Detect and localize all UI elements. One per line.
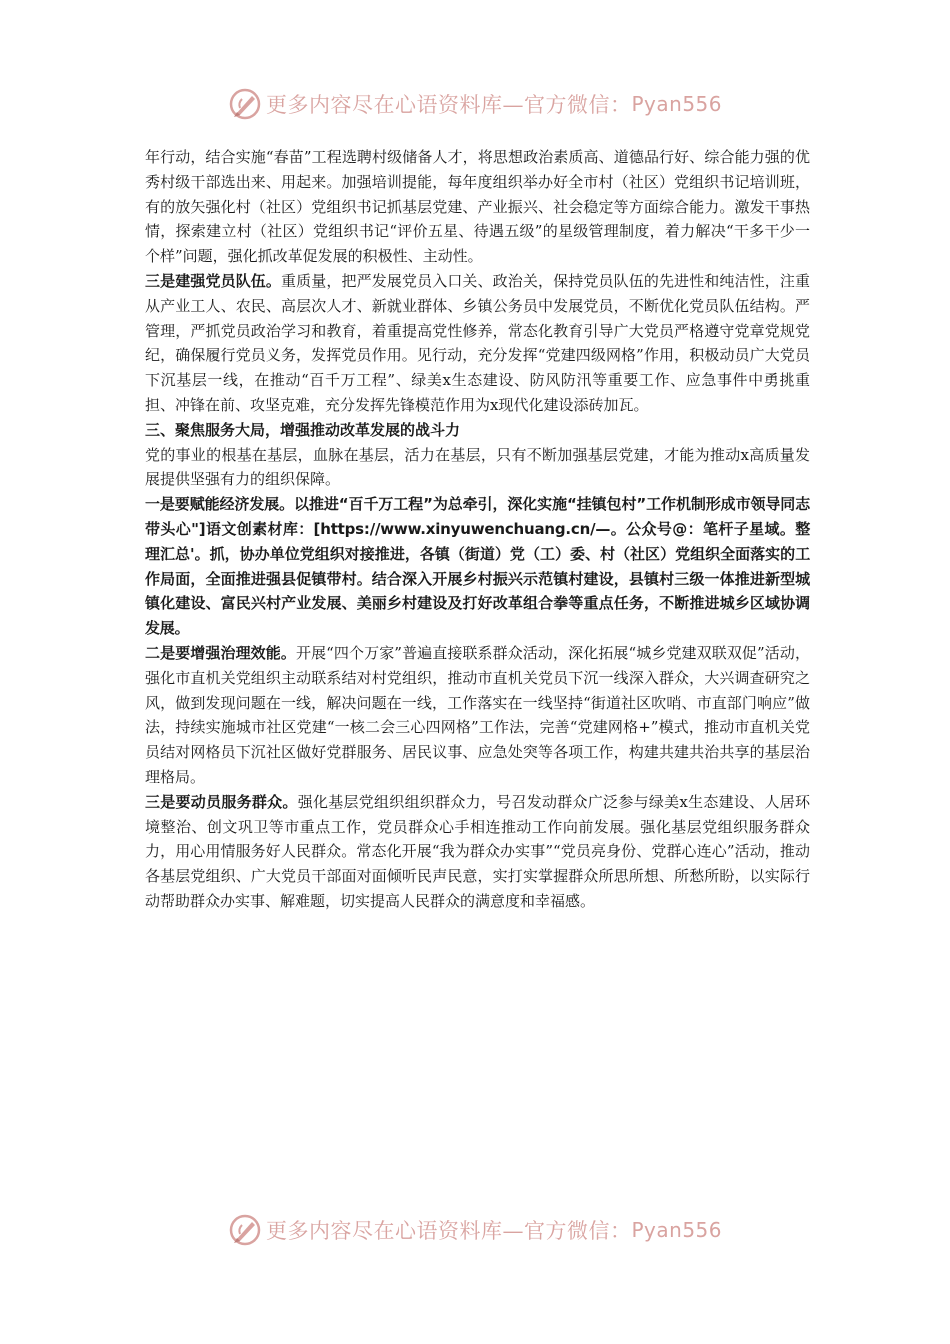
document-body	[145, 145, 810, 914]
banner-handle: Pyan556	[631, 92, 722, 116]
paragraph-5	[145, 641, 810, 790]
pen-logo-icon	[228, 1213, 262, 1247]
banner-text: 更多内容尽在心语资料库—官方微信：	[265, 1219, 632, 1243]
paragraph-3: 党的事业的根基在基层，血脉在基层，活力在基层，只有不断加强基层党建，才能为推动x高质量发展提供坚强有力的组织保障。	[145, 445, 810, 489]
paragraph-6-lead: 三是要动员服务群众。	[145, 792, 298, 811]
banner-text: 更多内容尽在心语资料库—官方微信：	[265, 93, 632, 117]
section-heading-3: 三、聚焦服务大局，增强推动改革发展的战斗力	[145, 420, 461, 439]
paragraph-2-body: 重质量，把严发展党员入口关、政治关，保持党员队伍的先进性和纯洁性，注重从产业工人、农民、高层次人才、新就业群体、乡镇公务员中发展党员，不断优化党员队伍结构。严管理，严抓党员政治学习和教育，着重提高党性修养，常态化教育引导广大党员严格遵守党章党规党纪，确保履行党员义务，发挥党员作用。见行动，充分发挥“党建四级网格”作用，积极动员广大党员下沉基层一线，在推动“百千万工程”、绿美x生态建设、防风防汛等重要工作、应急事件中勇挑重担、冲锋在前、攻坚克难，充分发挥先锋模范作用为x现代化建设添砖加瓦。	[145, 271, 810, 414]
paragraph-6-body: 强化基层党组织组织群众力，号召发动群众广泛参与绿美x生态建设、人居环境整治、创文巩卫等市重点工作，党员群众心手相连推动工作向前发展。强化基层党组织服务群众力，用心用情服务好人民群众。常态化开展“我为群众办实事”“党员亮身份、党群心连心”活动，推动各基层党组织、广大党员干部面对面倾听民声民意，实打实掌握群众所思所想、所愁所盼，以实际行动帮助群众办实事、解难题，切实提高人民群众的满意度和幸福感。	[145, 792, 810, 910]
paragraph-5-lead: 二是要增强治理效能。	[145, 643, 296, 662]
paragraph-2-lead: 三是建强党员队伍。	[145, 271, 282, 290]
banner-handle: Pyan556	[631, 1218, 722, 1242]
paragraph-2	[145, 269, 810, 418]
pen-logo-icon	[228, 87, 262, 121]
header-watermark-banner	[0, 84, 950, 124]
paragraph-5-body: 开展“四个万家”普遍直接联系群众活动，深化拓展“城乡党建双联双促”活动，强化市直机关党组织主动联系结对村党组织，推动市直机关党员下沉一线深入群众，大兴调查研究之风，做到发现问题在一线，解决问题在一线，工作落实在一线坚持“街道社区吹哨、市直部门响应”做法，持续实施城市社区党建“一核二会三心四网格”工作法，完善“党建网格+”模式，推动市直机关党员结对网格员下沉社区做好党群服务、居民议事、应急处突等各项工作，构建共建共治共享的基层治理格局。	[145, 643, 810, 786]
paragraph-1: 年行动，结合实施“春苗”工程选聘村级储备人才，将思想政治素质高、道德品行好、综合能力强的优秀村级干部选出来、用起来。加强培训提能，每年度组织举办好全市村（社区）党组织书记培训班，有的放矢强化村（社区）党组织书记抓基层党建、产业振兴、社会稳定等方面综合能力。激发干事热情，探索建立村（社区）党组织书记“评价五星、待遇五级”的星级管理制度，着力解决“干多干少一个样”问题，强化抓改革促发展的积极性、主动性。	[145, 148, 810, 266]
footer-watermark-banner	[0, 1210, 950, 1250]
paragraph-4: 一是要赋能经济发展。以推进“百千万工程”为总牵引，深化实施“挂镇包村”工作机制形成市领导同志带头心"]语文创素材库：[https://www.xinyuwenchuang.cn/—。公众号@：笔杆子星域。整理汇总'。抓，协办单位党组织对接推进，各镇（街道）党（工）委、村（社区）党组织全面落实的工作局面，全面推进强县促镇带村。结合深入开展乡村振兴示范镇村建设，县镇村三级一体推进新型城镇化建设、富民兴村产业发展、美丽乡村建设及打好改革组合拳等重点任务，不断推进城乡区域协调发展。	[145, 495, 810, 638]
paragraph-6	[145, 790, 810, 914]
